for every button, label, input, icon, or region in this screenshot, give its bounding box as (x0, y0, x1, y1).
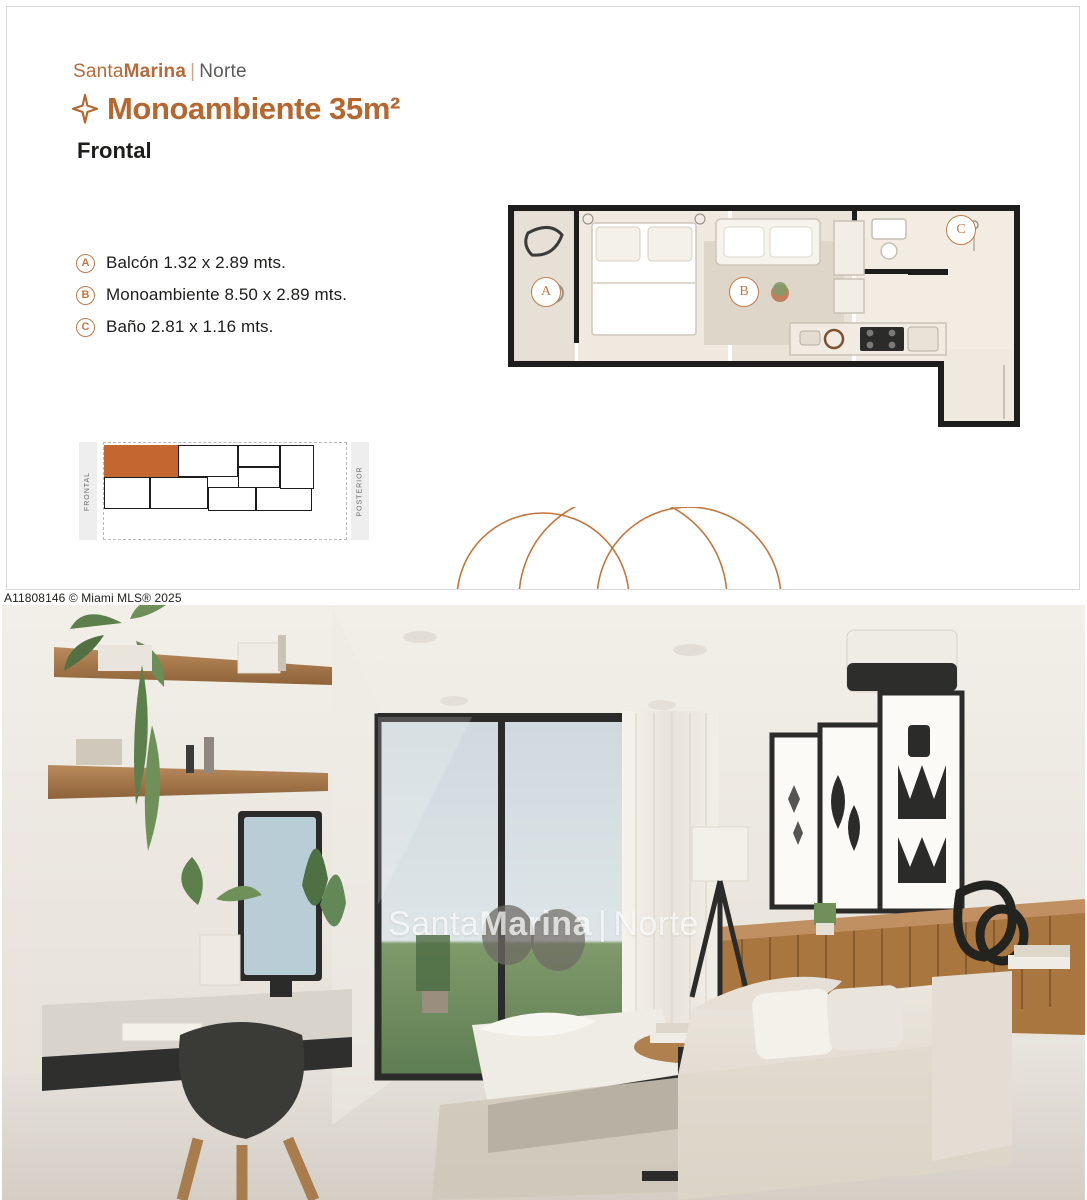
keyplan-unit (208, 487, 256, 511)
floorplan-sheet (6, 6, 1080, 590)
list-item (76, 279, 347, 311)
floor-plan-drawing (504, 197, 1034, 432)
photo-watermark-part1: Santa (388, 905, 480, 943)
room-legend (76, 247, 347, 343)
interior-render-svg (2, 605, 1085, 1200)
decorative-arcs (447, 507, 867, 590)
legend-label-c: Baño 2.81 x 1.16 mts. (106, 317, 274, 336)
list-item (76, 247, 347, 279)
keyplan-left-label (79, 442, 97, 540)
plan-marker-b: B (729, 277, 759, 307)
keyplan-unit (238, 467, 280, 489)
photo-watermark-separator: | (597, 905, 608, 943)
legend-badge-b: B (76, 286, 95, 305)
list-item (76, 311, 347, 343)
keyplan-right-text: POSTERIOR (356, 465, 364, 517)
keyplan-unit (256, 487, 312, 511)
legend-label-b: Monoambiente 8.50 x 2.89 mts. (106, 285, 348, 304)
page-title: Monoambiente 35m² (107, 91, 400, 126)
legend-badge-c: C (76, 318, 95, 337)
brand-part3: Norte (199, 61, 247, 82)
plan-subtitle: Frontal (77, 138, 152, 163)
keyplan-right-label (351, 442, 369, 540)
interior-render-photo (2, 605, 1085, 1200)
keyplan-unit (280, 445, 314, 489)
photo-watermark-part2: Marina (479, 905, 592, 943)
keyplan-unit-current (104, 445, 178, 477)
plan-marker-c: C (946, 215, 976, 245)
keyplan-left-text: FRONTAL (84, 471, 92, 511)
plan-title-row (71, 91, 400, 127)
brand-separator: | (190, 61, 196, 82)
brand-logo (73, 61, 247, 83)
legend-badge-a: A (76, 254, 95, 273)
key-plan (79, 442, 369, 540)
legend-label-a: Balcón 1.32 x 2.89 mts. (106, 253, 286, 272)
keyplan-unit (104, 477, 150, 509)
keyplan-unit (238, 445, 280, 467)
photo-watermark-part3: Norte (613, 905, 699, 943)
brand-part1: Santa (73, 61, 124, 82)
keyplan-unit (178, 445, 238, 477)
mls-credit: A11808146 © Miami MLS® 2025 (4, 591, 182, 605)
sparkle-icon (71, 92, 99, 126)
keyplan-outline (103, 442, 347, 540)
plan-marker-a: A (531, 277, 561, 307)
keyplan-unit (150, 477, 208, 509)
brand-part2: Marina (123, 61, 187, 82)
